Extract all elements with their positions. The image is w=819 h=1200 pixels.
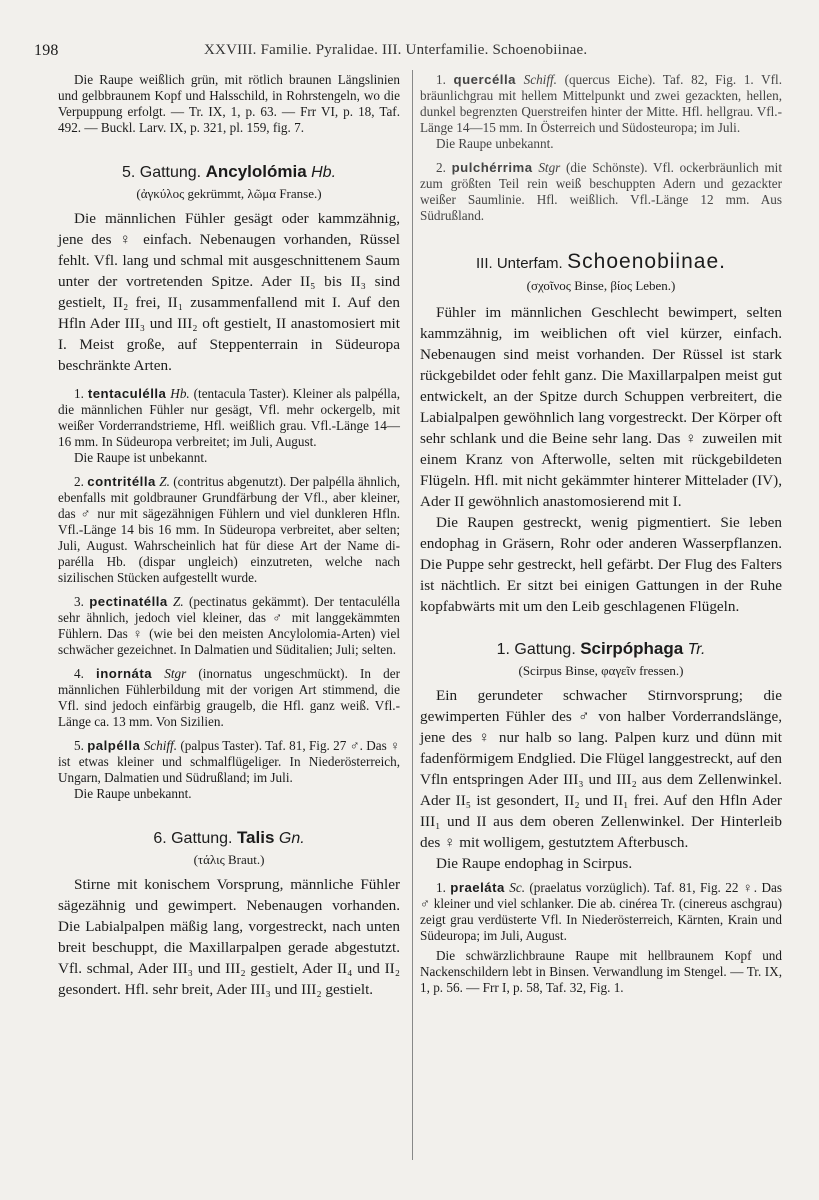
species-note: Die Raupe unbekannt.	[436, 136, 554, 151]
species-name: tentaculélla	[87, 386, 167, 401]
genus-author: Tr.	[687, 641, 706, 658]
genus-name: Scirpóphaga	[580, 639, 684, 658]
species-name: inornáta	[96, 666, 153, 681]
species-entry	[58, 666, 400, 730]
species-text: (quercus Eiche). Taf. 82, Fig. 1. Vfl. bräunlichgrau mit hellem Mittelpunkt und zwei gezackten, hellen, dunkel begrenzten Querstreifen hinter der Mitte. Hfl. hellgrau. Vfl.-Länge 14—15 mm. In Österreich und Südosteuropa; im Juli.	[420, 72, 783, 135]
species-note: Die Raupe unbekannt.	[74, 786, 192, 801]
species-text: (praelatus vorzüglich). Taf. 81, Fig. 22 ♀. Das ♂ kleiner und viel schlanker. Die ab. cinérea Tr. (cinereus aschgrau) zeigt grau verdüsterte Vfl. In Niederösterreich, Kärnten, Krain und Südeuropa; im Juli, August.	[420, 880, 782, 943]
subfamily-paragraph: Die Raupen gestreckt, wenig pigmentiert. Sie leben endophag in Gräsern, Rohr oder anderen Wasserpflanzen. Die Puppe sehr gestreckt, hell gefärbt. Der Flug des Falters ist nächtlich. Er sitzt bei einigen Gattungen in der Ruhe kopfabwärts mit um den Leib geschlagenen Flügeln.	[420, 514, 782, 615]
species-number: 1.	[74, 386, 84, 401]
species-entry	[420, 72, 782, 152]
species-entry	[58, 386, 400, 466]
genus-prefix: 5. Gattung.	[121, 164, 202, 181]
genus-note: Die Raupe endophag in Scirpus.	[436, 855, 633, 872]
species-name: pectinatélla	[89, 594, 168, 609]
species-text: (tentacula Taster). Kleiner als palpélla, die männlichen Fühler nur gesägt, Vfl. mehr ockergelb, mit weißer Vorderrandstrieme, Hfl. weißlich grau. Vfl.-Länge 14—16 mm. In Südeuropa verbreitet; im Juli, August.	[58, 386, 400, 449]
genus-author: Gn.	[278, 830, 305, 847]
genus-description: Stirne mit konischem Vorsprung, männliche Fühler sägezähnig und gewimpert. Nebenaugen vorhanden. Die Labialpalpen mäßig lang, vorgestreckt, nach unten breit beschuppt, die Maxillarpalpen gerade abgestutzt. Vfl. schmal, Ader III₃ und III₂ gestielt, Ader II₄ und II₂ gesondert. Hfl. sehr breit, Ader III₃ und III₂ gestielt.	[58, 876, 400, 998]
species-text: (pectinatus gekämmt). Der tentaculélla sehr ähnlich, jedoch viel kleiner, das ♂ mit langgekämmten Fühlern. Das ♀ (wie bei den meisten Ancylolomia-Arten) viel schwächer gezeichnet. In Dalmatien und Süditalien; Juli; selten.	[58, 594, 401, 657]
species-entry	[58, 474, 400, 586]
species-text: (inornatus ungeschmückt). In der männlichen Fühlerbildung mit der vorigen Art stimmend, die Vfl. sind jedoch einfärbig graugelb, die Hfl. ganz weiß. Vfl.-Länge ca. 13 mm. Von Sizilien.	[58, 666, 400, 729]
species-entry	[58, 594, 400, 658]
left-column	[58, 72, 400, 1000]
species-author: Stgr	[538, 160, 561, 175]
genus-heading-scirpophaga	[420, 639, 782, 679]
species-name: palpélla	[87, 738, 141, 753]
species-name: praeláta	[450, 880, 505, 895]
genus-prefix: 6. Gattung.	[153, 830, 233, 847]
genus-description: Ein gerundeter schwacher Stirnvorsprung; die gewimperten Fühler des ♂ von halber Vorderrandslänge, jene des ♀ nur halb so lang. Palpen kurz und dünn mit fadenförmigem Endglied. Die Flügel langgestreckt, auf den Vfln entspringen Ader III₃ und III₂ aus dem Zellenwinkel. Ader II₅ ist gesondert, II₂ und II₁ frei. Auf den Hfln Ader III₁ und II aus dem oberen Zellenwinkel. Der Hinterleib des ♀ mit wolligem, gestutztem Afterbusch.	[420, 687, 782, 851]
genus-name: Ancylolómia	[205, 162, 307, 181]
column-divider	[412, 70, 413, 1160]
species-list-ancylolomia	[58, 386, 400, 802]
species-number: 2.	[74, 474, 84, 489]
right-column	[420, 72, 782, 996]
species-note: Die schwärzlichbraune Raupe mit hellbraunem Kopf und Nackenschildern lebt in Binsen. Verwandlung im Stengel. — Tr. IX, 1, p. 56. — Frr I, p. 58, Taf. 32, Fig. 1.	[420, 948, 782, 995]
species-number: 1.	[436, 72, 446, 87]
subfamily-paragraph: Fühler im männlichen Geschlecht bewimpert, selten kammzähnig, im weiblichen oft viel kürzer, einfach. Nebenaugen sind meist vorhanden. Der Rüssel ist stark rückgebildet oder fehlt ganz. Die Maxillarpalpen meist gut entwickelt, an der Spitze durch Schuppen verbreitert, die Labialpalpen gewöhnlich lang vorgestreckt. Der Körper oft sehr schlank und die Beine sehr lang. Das ♀ zuweilen mit einem Kranz von Afterwolle, selten mit rückgebildeten Flügeln. Hfl. mit nicht gekämmter hinterer Mittelader (IV), Ader II gewöhnlich anastomosierend mit I.	[420, 304, 782, 510]
continued-paragraph: Die Raupe weißlich grün, mit rötlich braunen Längslinien und gelbbraunem Kopf und Halsschild, in Rohrstengeln, wo die Verpuppung erfolgt. — Tr. IX, 1, p. 63. — Frr VI, p. 18, Taf. 492. — Buckl. Larv. IX, p. 321, pl. 159, fig. 7.	[58, 72, 400, 135]
species-author: Sc.	[509, 880, 526, 895]
genus-etymology: (τάλις Braut.)	[193, 852, 265, 867]
subfamily-etymology: (σχοῖνος Binse, βίος Leben.)	[526, 278, 676, 293]
species-text: (palpus Taster). Taf. 81, Fig. 27 ♂. Das ♀ ist etwas kleiner und schmalflügeliger. In Niederösterreich, Ungarn, Dalmatien und Südrußland; im Juli.	[58, 738, 401, 785]
genus-name: Talis	[236, 828, 275, 847]
species-author: Schiff.	[523, 72, 557, 87]
genus-author: Hb.	[311, 164, 337, 181]
species-entry	[420, 880, 782, 996]
species-author: Schiff.	[143, 738, 178, 753]
species-note: Die Raupe ist unbekannt.	[74, 450, 208, 465]
species-name: pulchérrima	[451, 160, 533, 175]
genus-description: Die männlichen Fühler gesägt oder kammzähnig, jene des ♀ einfach. Nebenaugen vorhanden, Rüssel fehlt. Vfl. lang und schmal mit ausgeschnittenem Saum unter der vortretenden Spitze. Ader II₅ bis II₃ sind gestielt, II₂ frei, II₁ zusammenfallend mit I. Auf den Hfln Ader III₃ und III₂ oft gestielt, II anastomosiert mit I. Meist große, auf Steppenterrain in Südeuropa beschränkte Arten.	[58, 210, 400, 374]
species-number: 2.	[436, 160, 446, 175]
species-name: quercélla	[453, 72, 516, 87]
genus-heading-ancylolomia	[58, 162, 400, 202]
genus-etymology: (Scirpus Binse, φαγεῖν fressen.)	[518, 663, 684, 678]
species-number: 5.	[74, 738, 84, 753]
species-number: 1.	[436, 880, 446, 895]
subfamily-name: Schoenobiinae.	[567, 250, 726, 273]
running-title: XXVIII. Familie. Pyralidae. III. Unterfamilie. Schoenobiinae.	[204, 42, 588, 58]
species-entry	[58, 738, 400, 802]
species-author: Z.	[159, 474, 170, 489]
species-author: Z.	[173, 594, 184, 609]
genus-heading-talis	[58, 828, 400, 868]
species-author: Hb.	[170, 386, 190, 401]
genus-etymology: (ἀγκύλος gekrümmt, λῶμα Franse.)	[136, 186, 322, 201]
species-number: 4.	[74, 666, 84, 681]
species-number: 3.	[74, 594, 84, 609]
species-name: contritélla	[87, 474, 156, 489]
species-entry	[420, 160, 782, 224]
species-text: (contritus abgenutzt). Der palpélla ähnlich, ebenfalls mit goldbrauner Grundfärbung der Vfl., aber kleiner, das ♂ nur mit sägezähnigen Fühlern und viel dunkleren Hfln. Vfl.-Länge 14 bis 16 mm. In Südeuropa verbreitet, aber selten; Juli, August. Wahrscheinlich hat für diese Art der Name di-parélla Hb. (dispar ungleich) einzutreten, welche nach sizilischen Stücken aufgestellt wurde.	[58, 474, 401, 585]
page-number: 198	[34, 42, 59, 59]
species-author: Stgr	[164, 666, 187, 681]
subfamily-heading	[420, 250, 782, 294]
genus-prefix: 1. Gattung.	[496, 641, 576, 658]
species-text: (die Schönste). Vfl. ockerbräunlich mit zum größten Teil rein weiß beschuppten Adern und gezackter weißer Saumlinie. Hfl. weißlich. Vfl.-Länge 12 mm. Aus Südrußland.	[420, 160, 783, 223]
subfamily-roman: III. Unterfam.	[476, 255, 563, 272]
